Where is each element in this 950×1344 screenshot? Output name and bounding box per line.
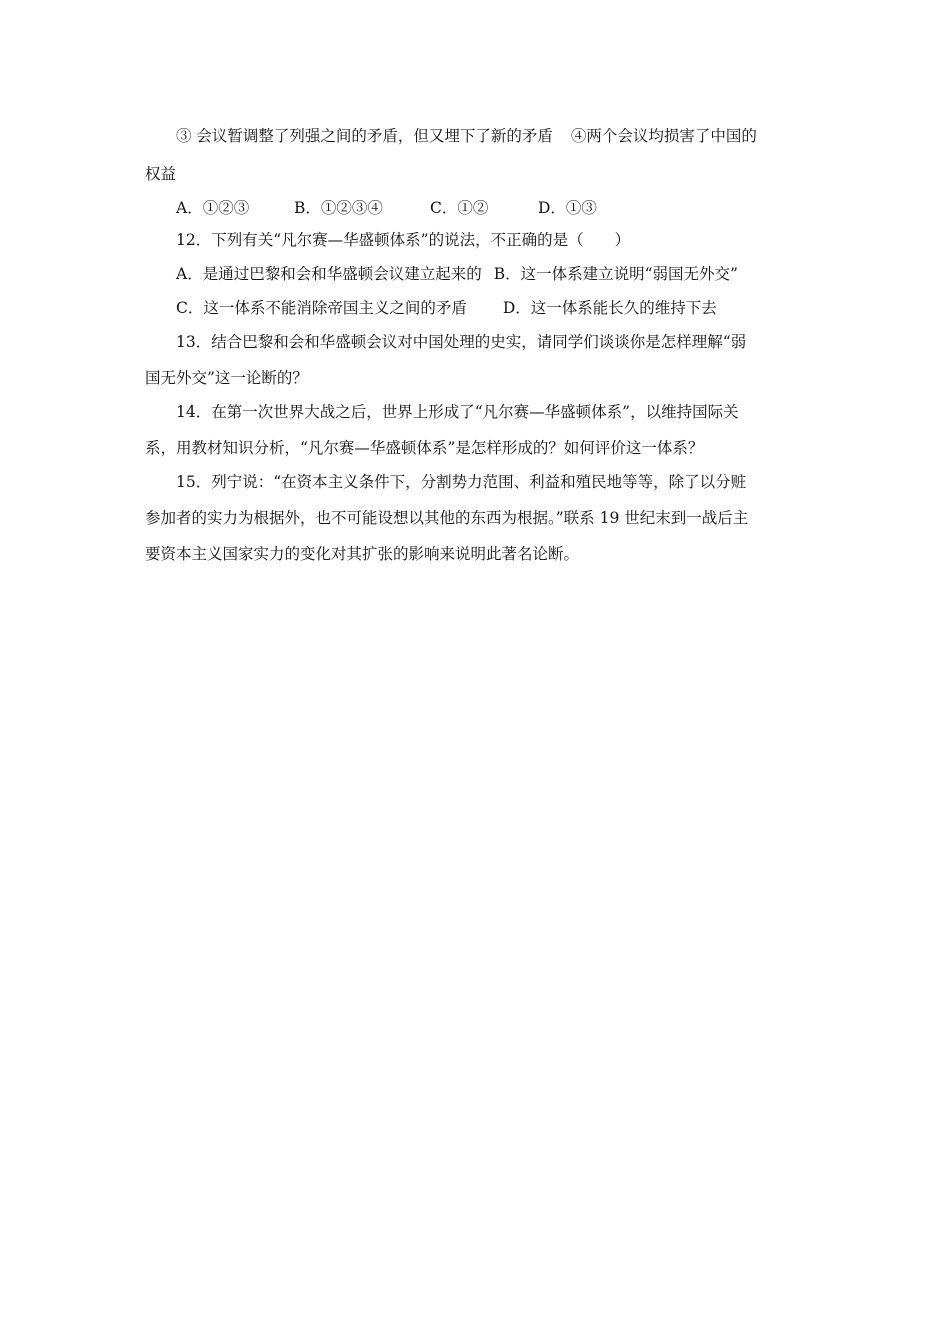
q11-options xyxy=(176,198,597,218)
q11-option-c: C．①② xyxy=(430,199,489,217)
q14-line-1: 14．在第一次世界大战之后，世界上形成了“凡尔赛—华盛顿体系”，以维持国际关 xyxy=(176,403,739,421)
q15-line-1: 15．列宁说：“在资本主义条件下，分割势力范围、利益和殖民地等等，除了以分赃 xyxy=(176,473,747,491)
q11-option-a: A．①②③ xyxy=(176,199,250,217)
q12-option-d: D．这一体系能长久的维持下去 xyxy=(502,299,717,317)
q12-option-a: A．是通过巴黎和会和华盛顿会议建立起来的 xyxy=(176,265,482,283)
q12-stem: 12．下列有关“凡尔赛—华盛顿体系”的说法，不正确的是（ ） xyxy=(176,231,631,249)
q12-options-cd xyxy=(176,298,717,318)
q15-line-3: 要资本主义国家实力的变化对其扩张的影响来说明此著名论断。 xyxy=(145,545,580,563)
q14-line-2: 系，用教材知识分析，“凡尔赛—华盛顿体系”是怎样形成的？如何评价这一体系？ xyxy=(145,439,704,457)
q11-option-b: B．①②③④ xyxy=(294,199,383,217)
q12-option-c: C．这一体系不能消除帝国主义之间的矛盾 xyxy=(176,299,467,317)
q11-statement-continuation: 权益 xyxy=(145,165,177,183)
q11-statement-line xyxy=(176,126,757,146)
q13-line-1: 13．结合巴黎和会和华盛顿会议对中国处理的史实，请同学们谈谈你是怎样理解“弱 xyxy=(176,333,747,351)
q15-line-2: 参加者的实力为根据外，也不可能设想以其他的东西为根据。”联系 19 世纪末到一战后主 xyxy=(145,509,749,527)
q11-statement-4: ④两个会议均损害了中国的 xyxy=(570,127,757,145)
q12-option-b: B．这一体系建立说明“弱国无外交” xyxy=(493,265,738,283)
q11-option-d: D．①③ xyxy=(538,199,597,217)
q12-options-ab xyxy=(176,264,738,284)
q13-line-2: 国无外交”这一论断的？ xyxy=(145,369,308,387)
q11-statement-3: ③ 会议暂调整了列强之间的矛盾，但又埋下了新的矛盾 xyxy=(176,127,553,145)
